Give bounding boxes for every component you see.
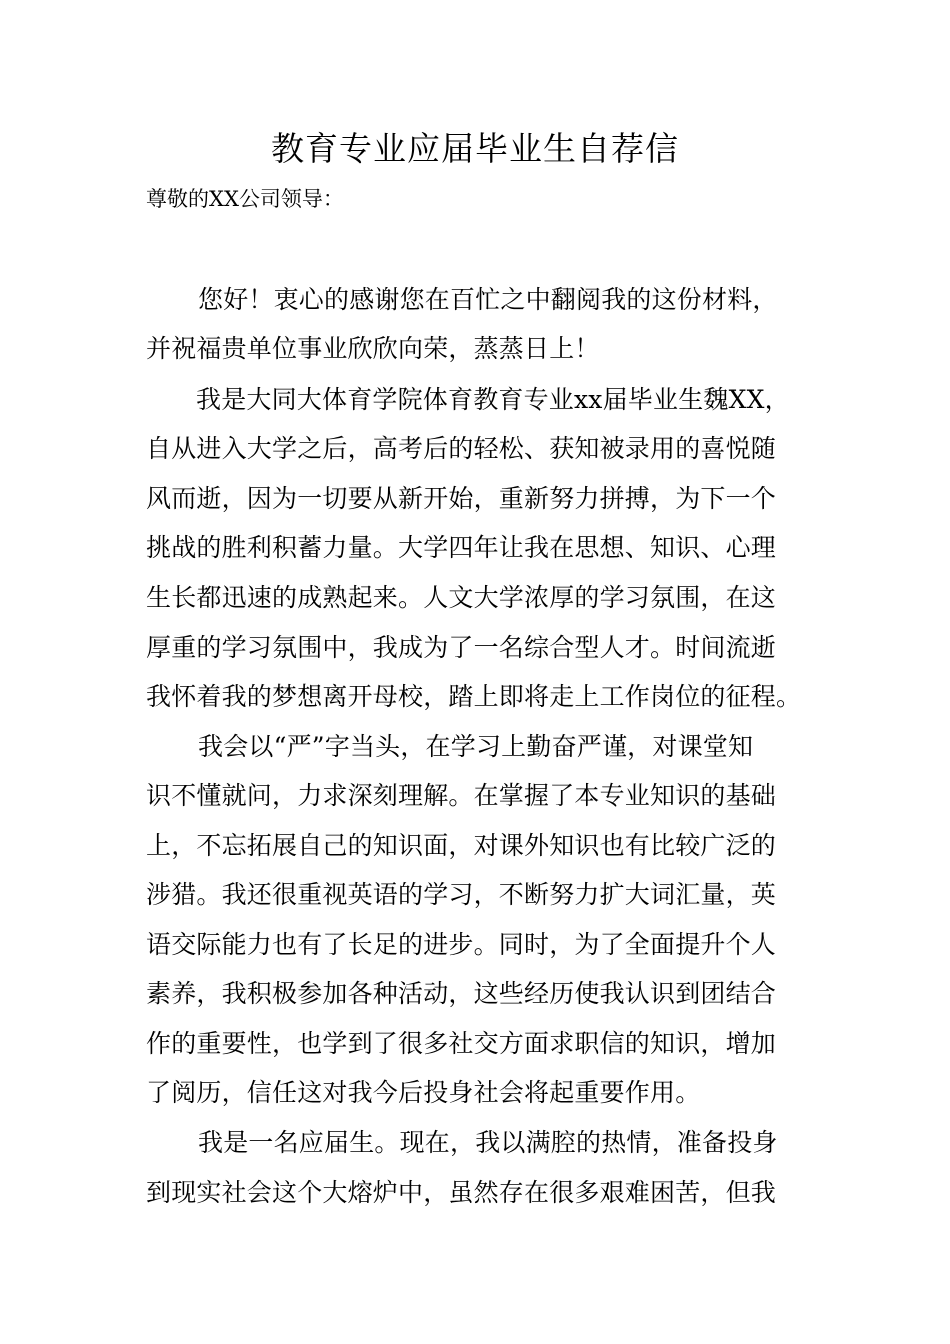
body-line: 挑战的胜利积蓄力量。大学四年让我在思想、知识、心理 bbox=[146, 533, 777, 562]
body-line: 我是一名应届生。现在，我以满腔的热情，准备投身 bbox=[198, 1128, 778, 1157]
document-title: 教育专业应届毕业生自荐信 bbox=[271, 129, 679, 168]
body-line: 您好！衷心的感谢您在百忙之中翻阅我的这份材料， bbox=[198, 285, 778, 314]
body-line: 我是大同大体育学院体育教育专业xx届毕业生魏XX， bbox=[196, 385, 790, 414]
body-line: 生长都迅速的成熟起来。人文大学浓厚的学习氛围，在这 bbox=[146, 583, 777, 612]
body-line: 风而逝，因为一切要从新开始，重新努力拼搏，为下一个 bbox=[146, 484, 777, 513]
body-line: 并祝福贵单位事业欣欣向荣，蒸蒸日上！ bbox=[146, 334, 600, 363]
body-line: 作的重要性，也学到了很多社交方面求职信的知识，增加 bbox=[146, 1029, 777, 1058]
body-line: 涉猎。我还很重视英语的学习，不断努力扩大词汇量，英 bbox=[146, 880, 777, 909]
body-line: 我怀着我的梦想离开母校，踏上即将走上工作岗位的征程。 bbox=[146, 682, 802, 711]
body-line: 语交际能力也有了长足的进步。同时，为了全面提升个人 bbox=[146, 930, 777, 959]
body-line: 自从进入大学之后，高考后的轻松、获知被录用的喜悦随 bbox=[146, 434, 777, 463]
body-line: 我会以“严”字当头，在学习上勤奋严谨，对课堂知 bbox=[198, 732, 754, 761]
body-line: 了阅历，信任这对我今后投身社会将起重要作用。 bbox=[146, 1078, 701, 1107]
body-line: 素养，我积极参加各种活动，这些经历使我认识到团结合 bbox=[146, 979, 777, 1008]
body-line: 到现实社会这个大熔炉中，虽然存在很多艰难困苦，但我 bbox=[146, 1178, 777, 1207]
body-line: 上，不忘拓展自己的知识面，对课外知识也有比较广泛的 bbox=[146, 831, 777, 860]
body-line: 识不懂就问，力求深刻理解。在掌握了本专业知识的基础 bbox=[146, 781, 777, 810]
body-line: 厚重的学习氛围中，我成为了一名综合型人才。时间流逝 bbox=[146, 633, 777, 662]
salutation: 尊敬的XX公司领导： bbox=[146, 187, 344, 211]
